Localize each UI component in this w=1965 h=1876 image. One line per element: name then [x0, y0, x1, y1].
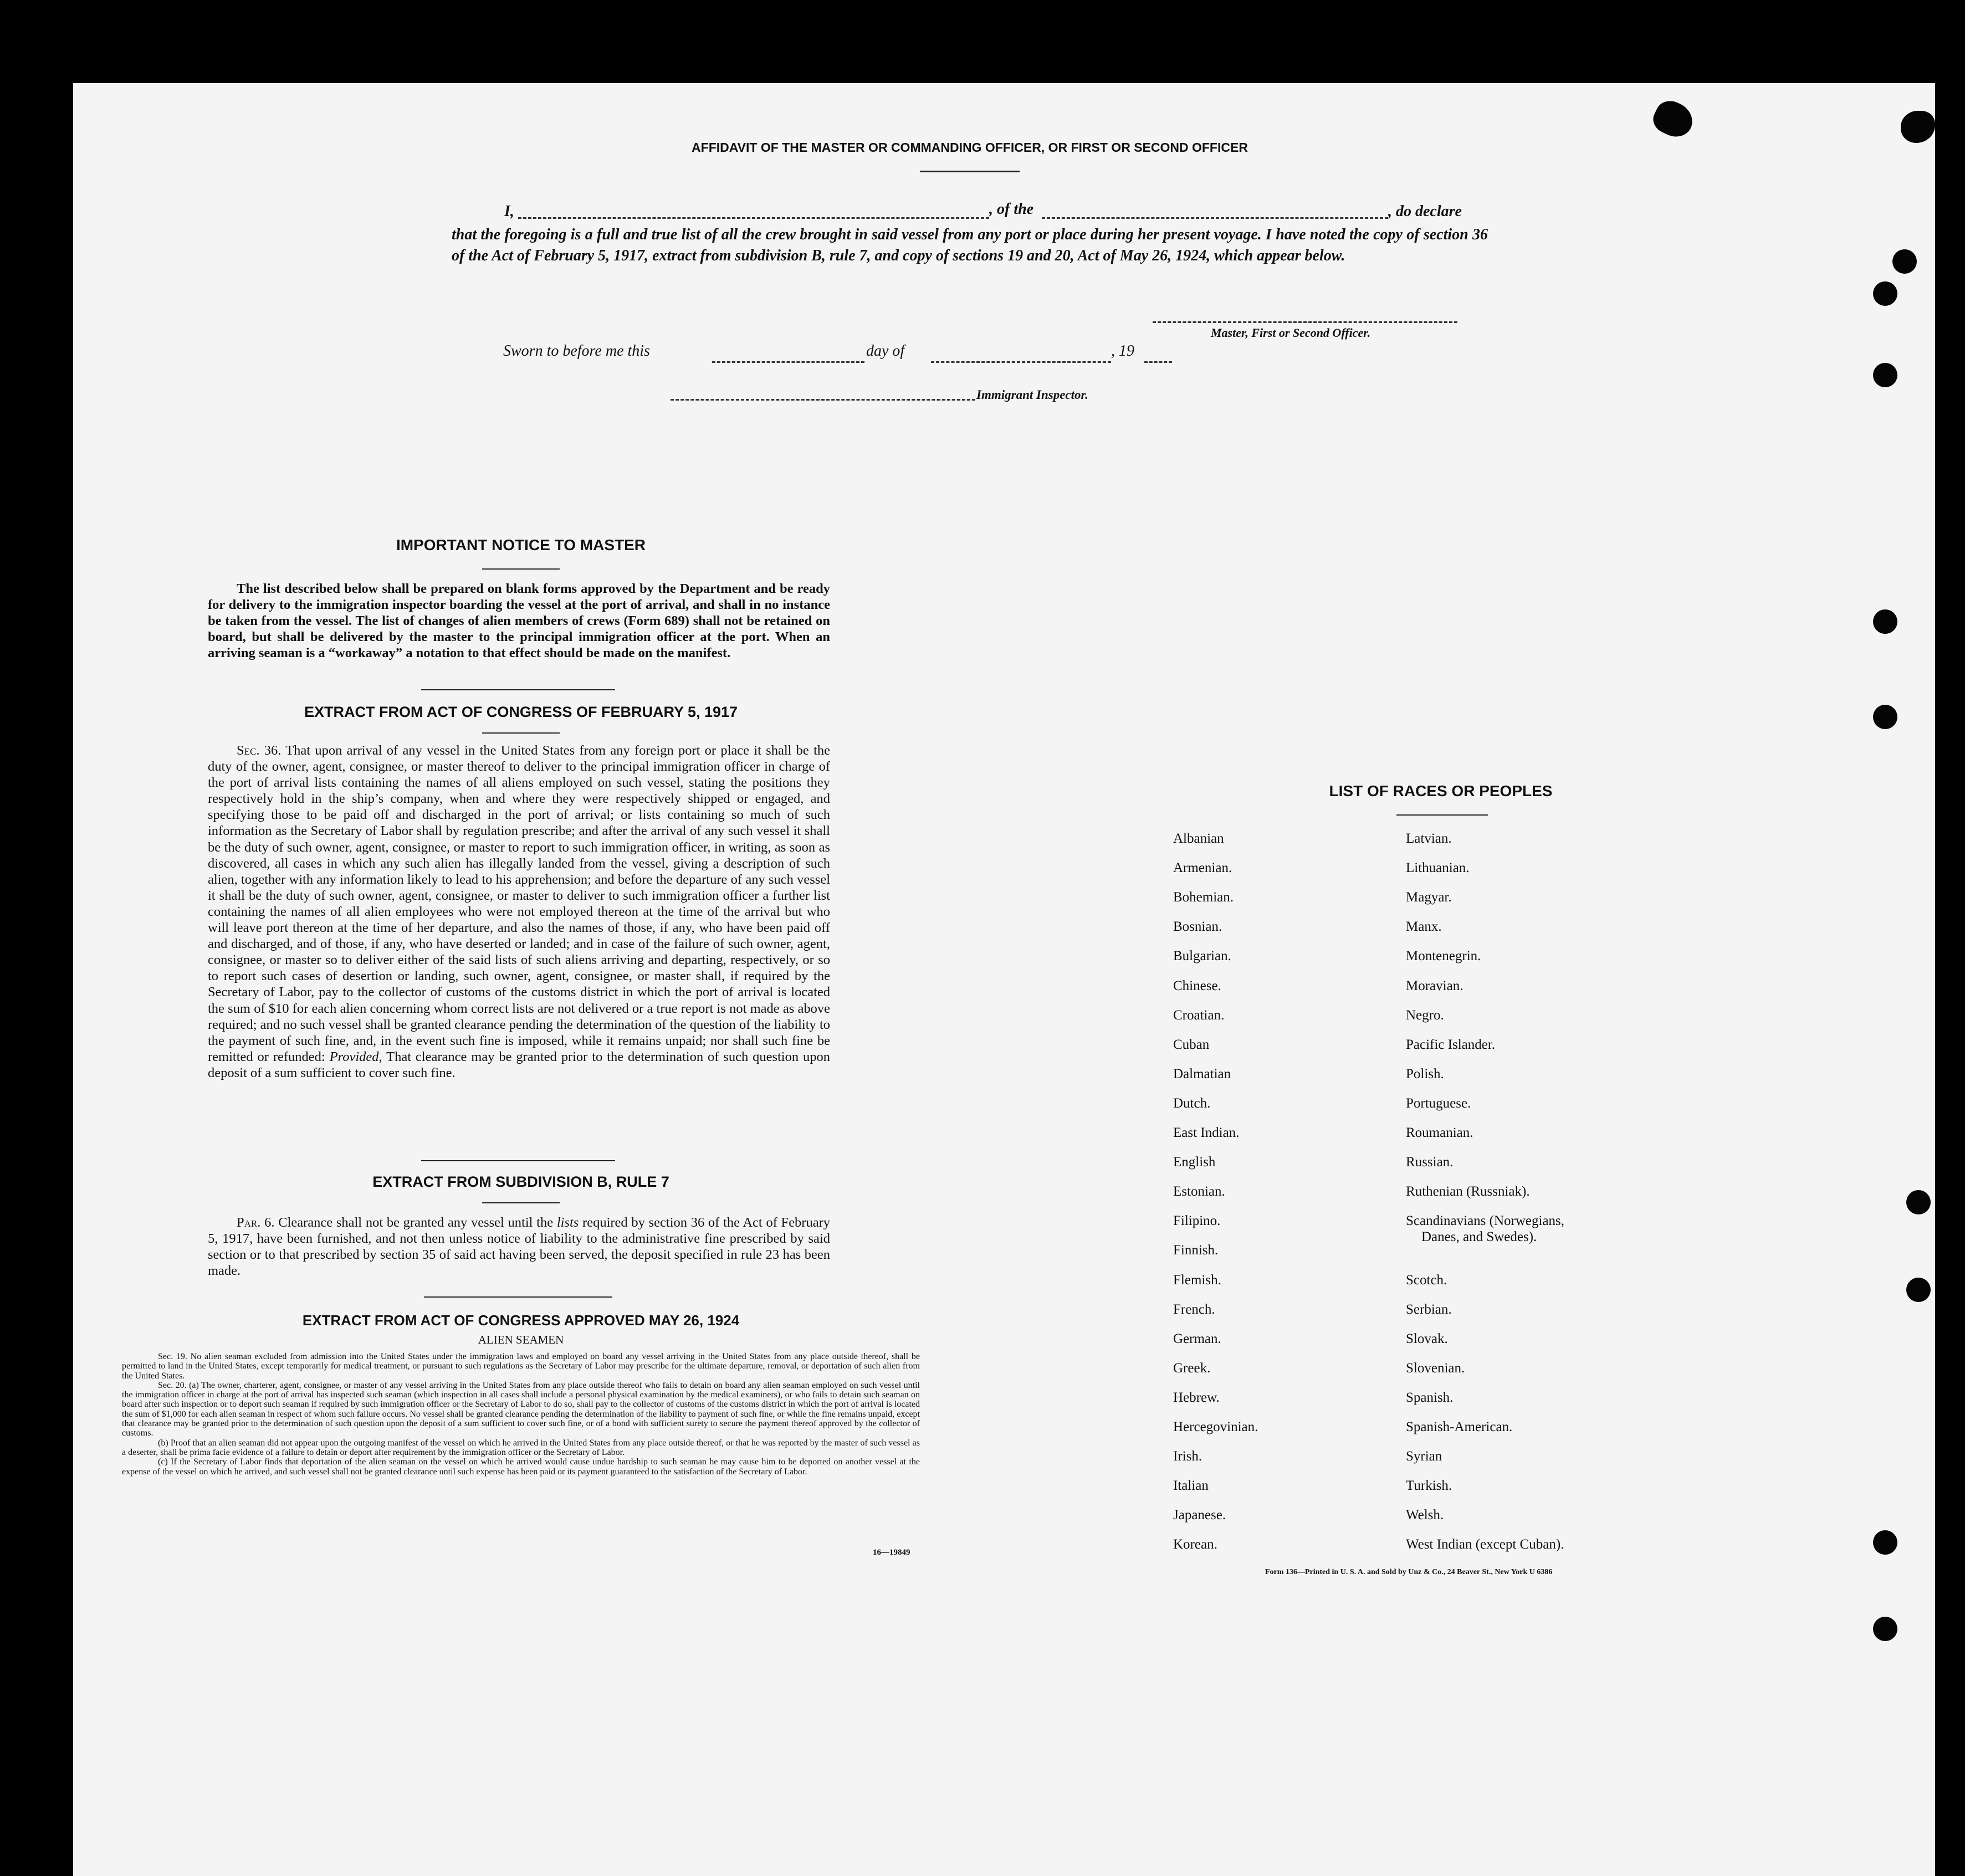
alien-seamen-subtitle: ALIEN SEAMEN — [478, 1333, 564, 1346]
race-item: Dutch. — [1173, 1095, 1211, 1111]
punch-hole — [1873, 705, 1897, 729]
race-item: Portuguese. — [1406, 1095, 1471, 1111]
race-item: Korean. — [1173, 1537, 1217, 1552]
race-item: Cuban — [1173, 1037, 1210, 1052]
race-item: Moravian. — [1406, 978, 1463, 993]
section-divider — [424, 1296, 612, 1298]
race-item: Finnish. — [1173, 1243, 1219, 1258]
affidavit-of-the-label: , of the — [989, 201, 1034, 218]
affidavit-i-label: I, — [504, 203, 514, 220]
rule7-body — [208, 1214, 830, 1279]
race-item-continuation: Danes, and Swedes). — [1421, 1229, 1537, 1245]
notice-rule — [482, 568, 560, 570]
sworn-year-blank[interactable] — [1144, 361, 1172, 363]
races-rule — [1396, 814, 1488, 816]
sworn-month-blank[interactable] — [931, 361, 1111, 363]
race-item: Dalmatian — [1173, 1066, 1231, 1081]
race-item: Scotch. — [1406, 1272, 1447, 1288]
title-rule — [920, 171, 1020, 172]
name-blank[interactable] — [518, 217, 989, 219]
extract-1924-body — [122, 1352, 920, 1477]
section-divider — [421, 689, 615, 690]
par-6-label: Par. 6. — [237, 1215, 275, 1230]
race-item: Bulgarian. — [1173, 949, 1231, 964]
provided-label: Provided, — [329, 1049, 382, 1064]
extract-1917-rule — [482, 732, 560, 734]
extract-1917-title: EXTRACT FROM ACT OF CONGRESS OF FEBRUARY 5, 1917 — [304, 704, 738, 720]
race-item: Latvian. — [1406, 831, 1452, 846]
race-item: Croatian. — [1173, 1007, 1225, 1023]
race-item: Hercegovinian. — [1173, 1419, 1258, 1434]
master-signature-label: Master, First or Second Officer. — [1211, 326, 1371, 340]
rule7-rule — [482, 1202, 560, 1203]
race-item: German. — [1173, 1331, 1221, 1346]
race-item: Manx. — [1406, 919, 1442, 935]
sec-36-label: Sec. 36. — [237, 743, 282, 758]
affidavit-title: AFFIDAVIT OF THE MASTER OR COMMANDING OFFICER, OR FIRST OR SECOND OFFICER — [692, 140, 1248, 155]
race-item: Slovenian. — [1406, 1360, 1465, 1376]
race-item: Turkish. — [1406, 1478, 1452, 1494]
race-item: Syrian — [1406, 1449, 1442, 1464]
punch-hole — [1873, 363, 1897, 387]
year-label: , 19 — [1111, 342, 1134, 360]
punch-hole — [1892, 249, 1917, 274]
affidavit-declare-label: , do declare — [1388, 203, 1462, 220]
race-item: Negro. — [1406, 1007, 1444, 1023]
race-item: Filipino. — [1173, 1213, 1221, 1229]
master-signature-line[interactable] — [1153, 321, 1457, 323]
race-item: Slovak. — [1406, 1331, 1448, 1346]
sec-20c-text: (c) If the Secretary of Labor finds that deportation of the alien seaman on the vessel on which he arrived would cause undue hardship to such seaman he may cause him to be deported on another vessel at the expense of the vessel on which he arrived, and such vessel shall not be granted clearance until such expense has been paid or its payment guaranteed to the satisfaction of the Secretary of Labor. — [122, 1457, 920, 1477]
race-item: Bosnian. — [1173, 919, 1222, 935]
race-item: Scandinavians (Norwegians, — [1406, 1213, 1565, 1229]
races-title: LIST OF RACES OR PEOPLES — [1329, 782, 1553, 799]
punch-hole — [1906, 1278, 1931, 1302]
notice-body: The list described below shall be prepared on blank forms approved by the Department and be ready for delivery to the immigration inspector boarding the vessel at the port of arrival, and shall in no instance be taken from the vessel. The list of changes of alien members of crews (Form 689) shall not be retained on board, but shall be delivered by the master to the principal immigration officer at the port. When an arriving seaman is a “workaway” a notation to that effect should be made on the manifest. — [208, 581, 830, 660]
rule7-title: EXTRACT FROM SUBDIVISION B, RULE 7 — [372, 1173, 669, 1190]
race-item: Flemish. — [1173, 1272, 1221, 1288]
race-item: Greek. — [1173, 1360, 1211, 1376]
punch-hole — [1873, 609, 1897, 634]
race-item: Polish. — [1406, 1066, 1444, 1081]
race-item: Hebrew. — [1173, 1390, 1220, 1405]
sworn-day-blank[interactable] — [712, 361, 864, 363]
race-item: East Indian. — [1173, 1125, 1240, 1140]
sec-20a-text: Sec. 20. (a) The owner, charterer, agent, consignee, or master of any vessel arriving in the United States from any place outside thereof who fails to detain on board any alien seaman employed on such vessel until the immigration officer in charge at the port of arrival has inspected such seaman (which inspection in all cases shall include a personal physical examination by the medical examiners), or who fails to detain such seaman on board after such inspection or to deport such seaman if required by such immigration officer or the Secretary of Labor to do so, shall pay to the collector of customs of the customs district in which the port of arrival is located the sum of $1,000 for each alien seaman in respect of whom such failure occurs. No vessel shall be granted clearance pending the determination of the liability to payment of such fine, or while the fine remains unpaid, except that clearance may be granted prior to the determination of such question upon the deposit of a sum sufficient to cover such fine, or of a bond with sufficient surety to secure the payment thereof approved by the collector of customs. — [122, 1380, 920, 1438]
race-item: Montenegrin. — [1406, 949, 1481, 964]
punch-hole — [1873, 1617, 1897, 1641]
day-of-label: day of — [866, 342, 905, 360]
print-code: 16—19849 — [873, 1548, 910, 1557]
sec-36-text-end: That clearance may be granted prior to the determination of such question upon deposit of a sum sufficient to cover such fine. — [208, 1049, 831, 1080]
race-item: French. — [1173, 1301, 1215, 1317]
notice-title: IMPORTANT NOTICE TO MASTER — [396, 536, 646, 553]
race-item: Irish. — [1173, 1449, 1202, 1464]
race-item: Ruthenian (Russniak). — [1406, 1184, 1530, 1200]
race-item: Lithuanian. — [1406, 860, 1470, 876]
race-item: Magyar. — [1406, 890, 1452, 905]
race-item: West Indian (except Cuban). — [1406, 1537, 1564, 1552]
race-item: Pacific Islander. — [1406, 1037, 1496, 1052]
race-item: Chinese. — [1173, 978, 1221, 993]
race-item: Serbian. — [1406, 1301, 1452, 1317]
rule7-text-b: required by section 36 of the Act of February 5, 1917, have been furnished, and not then unless notice of liability to the administrative fine prescribed by said section or to that prescribed by section 35 of said act having been served, the deposit specified in rule 23 has been made. — [208, 1215, 831, 1279]
race-item: Welsh. — [1406, 1508, 1444, 1523]
section-divider — [421, 1160, 615, 1161]
race-item: Spanish-American. — [1406, 1419, 1513, 1434]
punch-hole — [1873, 281, 1897, 306]
race-item: English — [1173, 1155, 1216, 1170]
race-item: Spanish. — [1406, 1390, 1454, 1405]
extract-1924-title: EXTRACT FROM ACT OF CONGRESS APPROVED MAY 26, 1924 — [302, 1312, 740, 1329]
race-item: Japanese. — [1173, 1508, 1226, 1523]
race-item: Estonian. — [1173, 1184, 1225, 1200]
race-item: Russian. — [1406, 1155, 1454, 1170]
race-item: Albanian — [1173, 831, 1224, 846]
lists-label: lists — [556, 1215, 579, 1230]
sworn-label: Sworn to before me this — [503, 342, 650, 360]
race-item: Bohemian. — [1173, 890, 1234, 905]
extract-1917-body — [208, 742, 830, 1081]
inspector-signature-line[interactable] — [671, 399, 975, 401]
affidavit-body: that the foregoing is a full and true list of all the crew brought in said vessel from any port or place during her present voyage. I have noted the copy of section 36 of the Act of February 5, 1917, extract from subdivision B, rule 7, and copy of sections 19 and 20, Act of May 26, 1924, which appear below. — [452, 226, 1488, 264]
race-item: Italian — [1173, 1478, 1209, 1494]
sec-36-text: That upon arrival of any vessel in the United States from any foreign port or place it shall be the duty of the owner, agent, consignee, or master thereof to deliver to the principal immigration officer in charge of the port of arrival lists containing the names of all aliens employed on such vessel, stating the positions they respectively hold in the ship’s company, when and where they were respectively shipped or engaged, and specifying those to be paid off and discharged in the port of arrival; or lists containing so much of such information as the Secretary of Labor shall by regulation prescribe; and after the arrival of any such vessel it shall be the duty of such owner, agent, consignee, or master to report to such immigration officer, in writing, as soon as discovered, all cases in which any such alien has illegally landed from the vessel, giving a description of such alien, together with any information likely to lead to his apprehension; and before the departure of any such vessel it shall be the duty of such owner, agent, consignee, or master to deliver to such immigration officer a further list containing the names of all alien employees who were not employed thereon at the time of the arrival but who will leave port thereon at the time of her departure, and also the names of those, if any, who have been paid off and discharged, and of those, if any, who have deserted or landed; and in case of the failure of such owner, agent, consignee, or master so to deliver either of the said lists of such aliens arriving and departing, respectively, or so to report such cases of desertion or landing, such owner, agent, consignee, or master shall, if required by the Secretary of Labor, pay to the collector of customs of the customs district in which the port of arrival is located the sum of $10 for each alien concerning whom correct lists are not delivered or a true report is not made as above required; and no such vessel shall be granted clearance pending the determination of the question of the liability to the payment of such fine, and, in the event such fine is imposed, while it remains unpaid; nor shall such fine be remitted or refunded: — [208, 743, 830, 1064]
punch-hole — [1873, 1530, 1897, 1555]
races-footer: Form 136—Printed in U. S. A. and Sold by Unz & Co., 24 Beaver St., New York U 6386 — [1265, 1568, 1553, 1576]
vessel-blank[interactable] — [1042, 217, 1388, 219]
race-item: Roumanian. — [1406, 1125, 1473, 1140]
sec-19-text: Sec. 19. No alien seaman excluded from admission into the United States under the immigration laws and employed on board any vessel arriving in the United States from any place outside thereof, shall be permitted to land in the United States, except temporarily for medical treatment, or pursuant to such regulations as the Secretary of Labor may prescribe for the ultimate departure, removal, or deportation of such alien from the United States. — [122, 1352, 920, 1381]
inspector-label: Immigrant Inspector. — [976, 388, 1088, 402]
sec-20b-text: (b) Proof that an alien seaman did not appear upon the outgoing manifest of the vessel on which he arrived in the United States from any place outside thereof, or that he was reported by the master of such vessel as a deserter, shall be prima facie evidence of a failure to detain or deport after requirement by the immigration officer or the Secretary of Labor. — [122, 1438, 920, 1457]
punch-hole — [1906, 1190, 1931, 1214]
race-item: Armenian. — [1173, 860, 1232, 876]
rule7-text-a: Clearance shall not be granted any vessel until the — [278, 1215, 554, 1230]
